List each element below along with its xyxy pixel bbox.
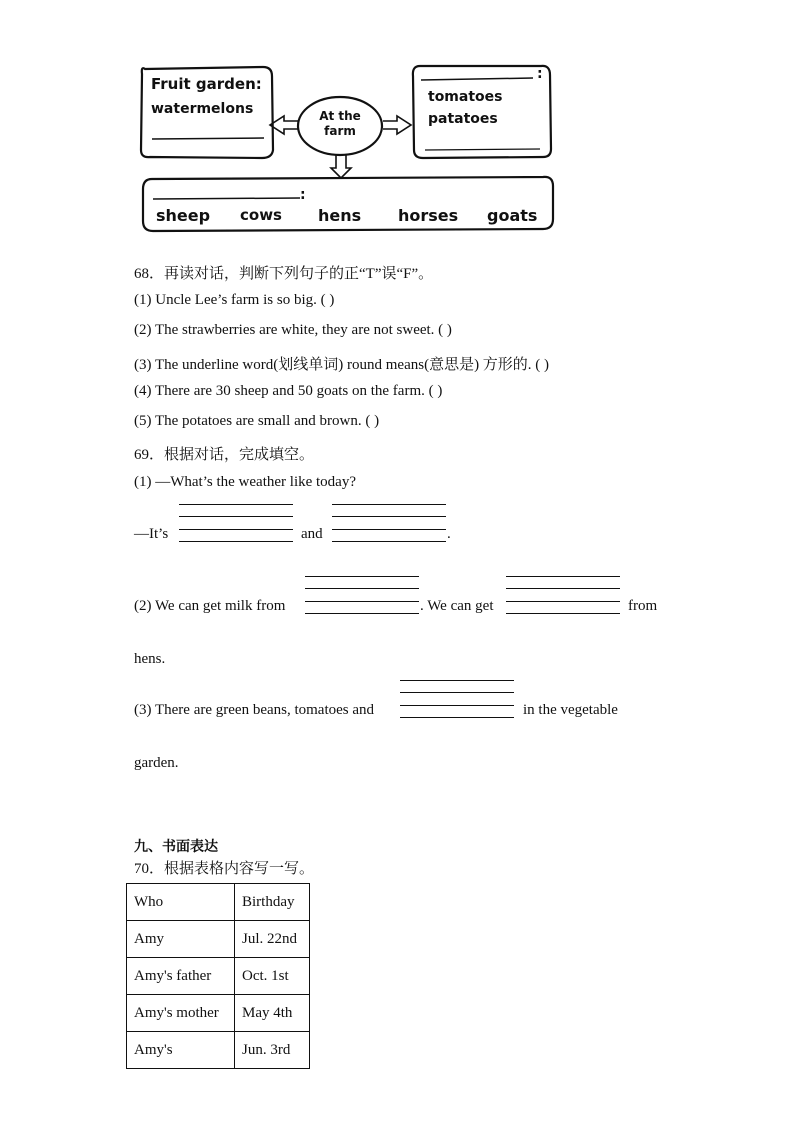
blank-3-line3 [400,705,514,706]
animal-goats: goats [487,206,538,225]
q69-s2-prefix: (2) We can get milk from [134,598,286,614]
q69-s1-and: and [301,526,323,542]
table-cell-birthday: May 4th [235,995,310,1032]
blank-1b-line3 [332,529,446,530]
blank-3-line1 [400,680,514,681]
blank-2a-line3 [305,601,419,602]
q69-title: 69．根据对话，完成填空。 [134,447,315,463]
left-arrow [270,116,298,134]
q68-item-2: (2) The strawberries are white, they are not sweet. ( ) [134,322,452,338]
blank-1b-answer[interactable] [332,541,446,542]
table-row [127,958,310,995]
q70-title: 70．根据表格内容写一写。 [134,861,315,877]
q69-s1-question: (1) —What’s the weather like today? [134,474,356,490]
vegetable-colon: : [537,66,543,82]
blank-1a-line1 [179,504,293,505]
blank-2b-line3 [506,601,620,602]
table-cell-birthday: Oct. 1st [235,958,310,995]
vegetable-box-underline [425,149,540,150]
q68-item-3: (3) The underline word(划线单词) round means(意思是) 方形的. ( ) [134,357,550,373]
blank-2b-line2 [506,588,620,589]
blank-2b-answer[interactable] [506,613,620,614]
table-header-who: Who [127,884,235,921]
animal-cows: cows [240,206,282,224]
blank-2a-answer[interactable] [305,613,419,614]
animal-horses: horses [398,206,459,225]
down-arrow [331,155,351,178]
center-label-line1: At the [319,109,361,123]
animals-blank [153,198,300,199]
table-cell-birthday: Jun. 3rd [235,1032,310,1069]
center-label [314,109,366,139]
blank-2a-line2 [305,588,419,589]
blank-1a-answer[interactable] [179,541,293,542]
section-9-heading: 九、书面表达 [134,839,218,855]
blank-3-answer[interactable] [400,717,514,718]
blank-1a-line3 [179,529,293,530]
q68-item-5: (5) The potatoes are small and brown. ( ) [134,413,380,429]
table-row [127,921,310,958]
birthday-table [126,883,310,1069]
vegetable-item-tomatoes: tomatoes [428,89,503,105]
q69-s3-cont: garden. [134,755,179,771]
table-cell-who: Amy [127,921,235,958]
q69-s3-prefix: (3) There are green beans, tomatoes and [134,702,375,718]
q69-s2-mid: . We can get [420,598,494,614]
animals-colon: : [300,187,306,203]
q69-s2-from: from [628,598,658,614]
blank-1b-line1 [332,504,446,505]
q69-s2-cont: hens. [134,651,166,667]
table-row [127,995,310,1032]
blank-1b-line2 [332,516,446,517]
blank-1a-line2 [179,516,293,517]
right-arrow [383,116,411,134]
blank-2b-line1 [506,576,620,577]
table-header-birthday: Birthday [235,884,310,921]
table-cell-who: Amy's [127,1032,235,1069]
table-cell-who: Amy's mother [127,995,235,1032]
q69-s1-prefix: —It’s [134,526,169,542]
q69-s1-end: . [447,526,451,542]
vegetable-garden-blank [421,78,533,80]
table-cell-who: Amy's father [127,958,235,995]
animal-sheep: sheep [156,206,211,225]
blank-3-line2 [400,692,514,693]
vegetable-item-potatoes: patatoes [428,111,498,127]
q68-item-4: (4) There are 30 sheep and 50 goats on the farm. ( ) [134,383,443,399]
table-cell-birthday: Jul. 22nd [235,921,310,958]
fruit-garden-item: watermelons [151,101,254,117]
fruit-garden-title: Fruit garden: [151,75,262,93]
table-header-row [127,884,310,921]
farm-diagram [0,0,800,240]
table-row [127,1032,310,1069]
q69-s3-suffix: in the vegetable [523,702,618,718]
blank-2a-line1 [305,576,419,577]
fruit-garden-blank [152,138,264,139]
q68-item-1: (1) Uncle Lee’s farm is so big. ( ) [134,292,335,308]
q68-title: 68．再读对话，判断下列句子的正“T”误“F”。 [134,266,434,282]
center-label-line2: farm [324,124,356,138]
animal-hens: hens [318,206,362,225]
